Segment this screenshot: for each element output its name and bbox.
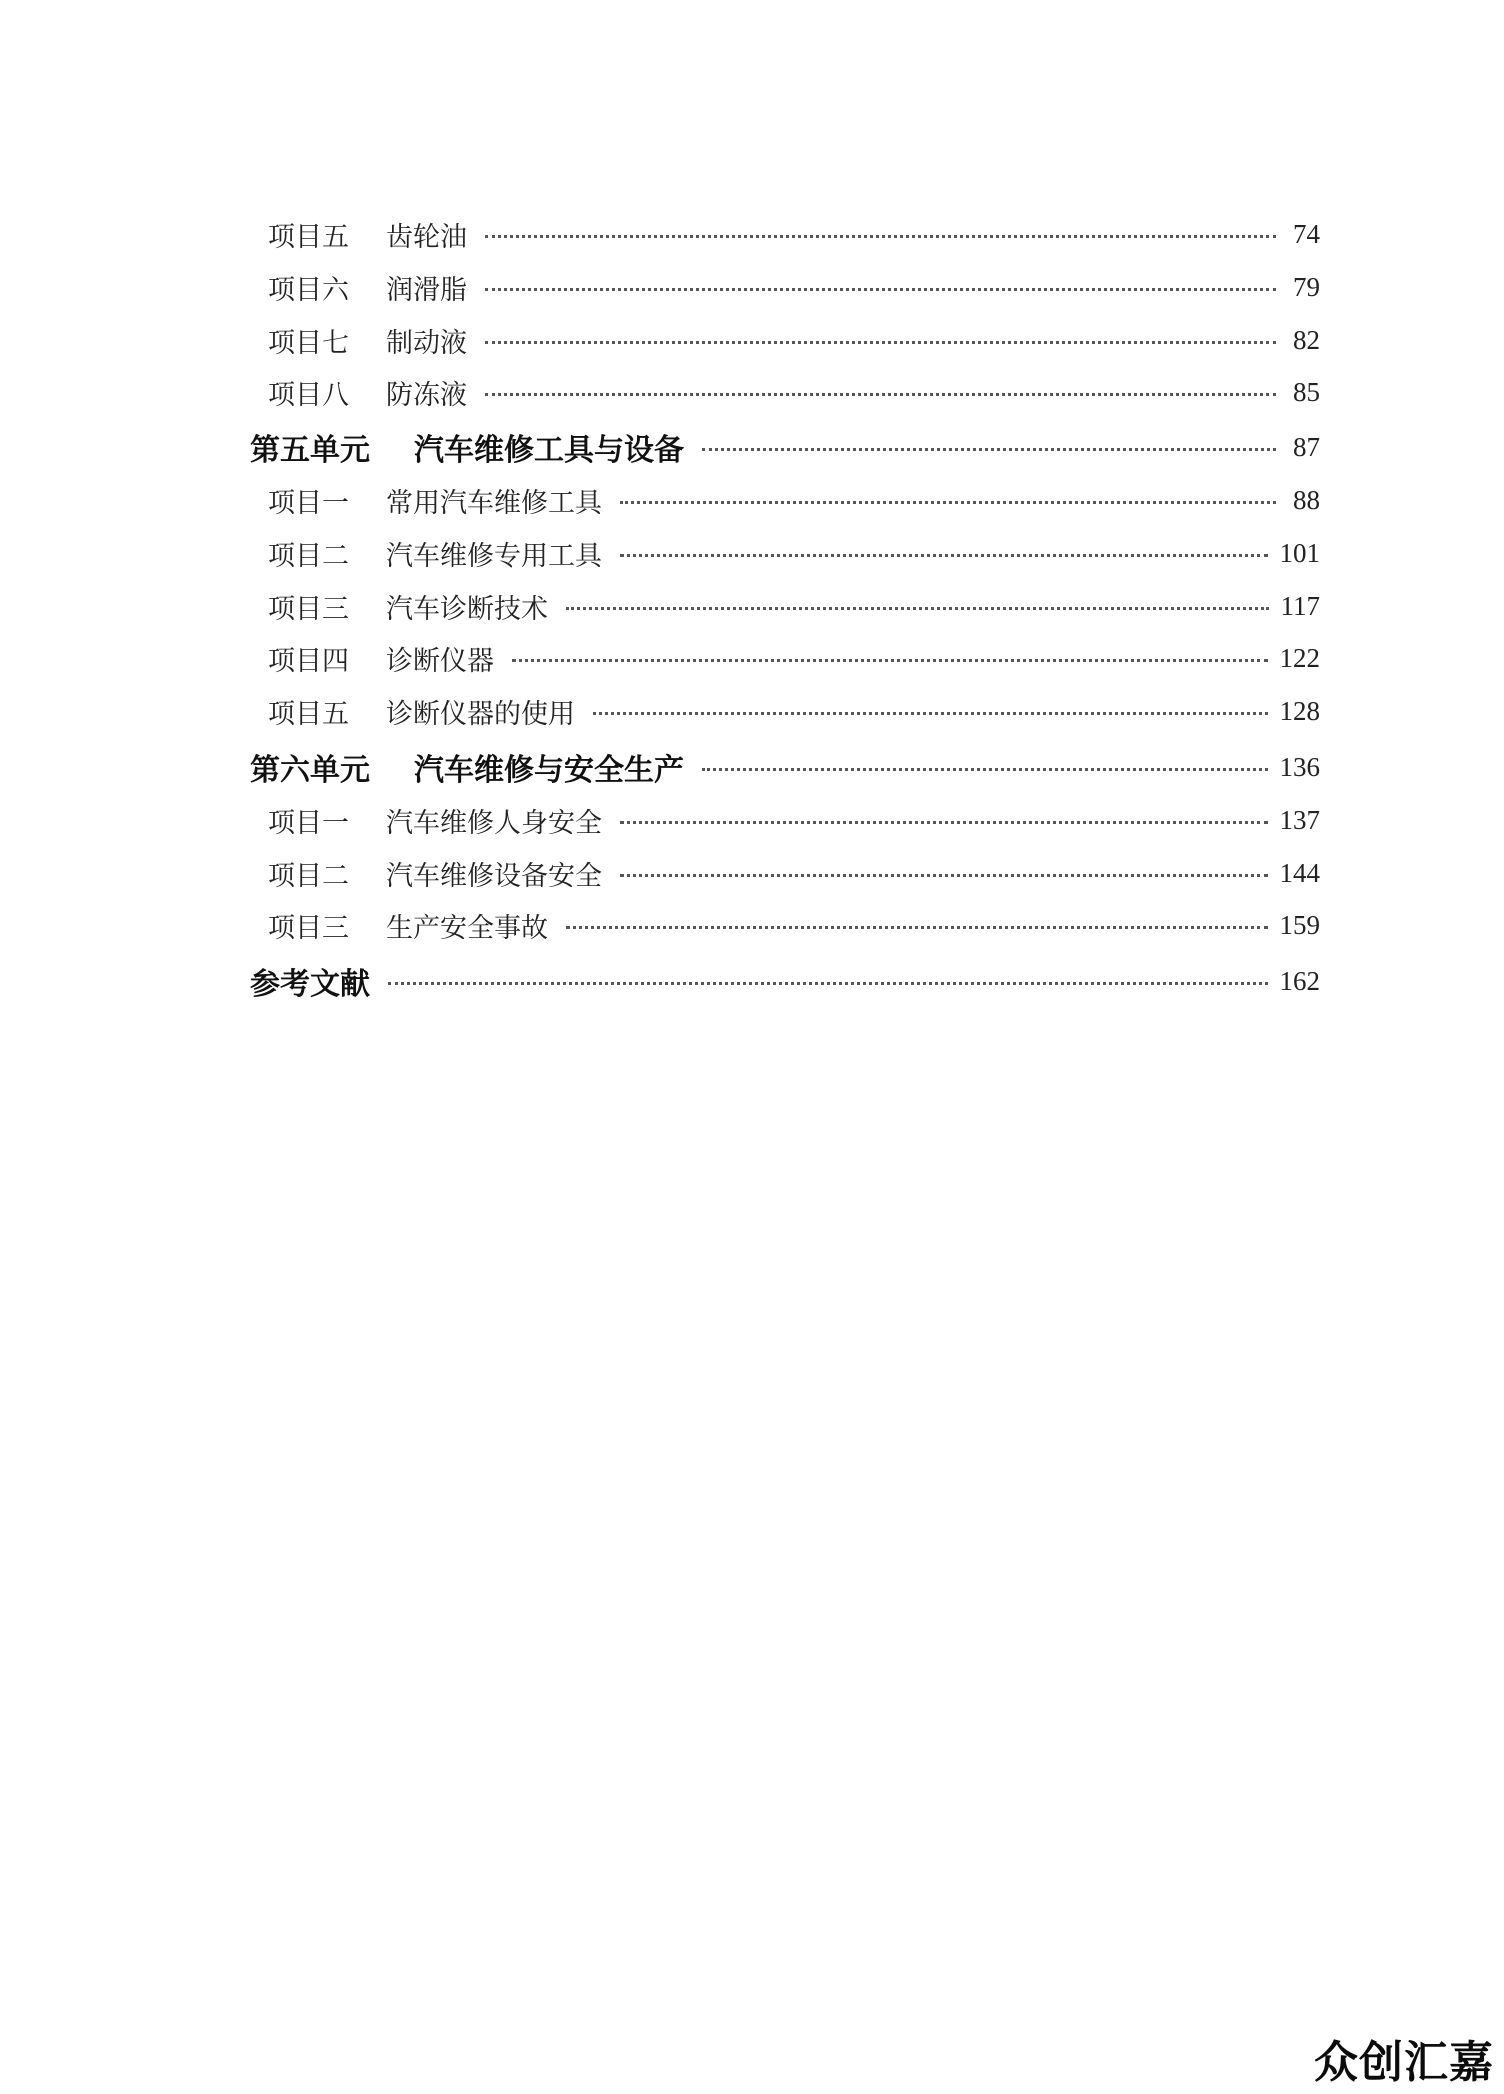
toc-entry[interactable] (268, 691, 1320, 731)
dot-leader (485, 393, 1276, 396)
toc-entry[interactable] (268, 905, 1320, 945)
toc-entry[interactable] (268, 853, 1320, 893)
toc-entry-title: 汽车维修人身安全 (386, 807, 602, 839)
toc-entry-number: 项目七 (268, 327, 349, 359)
toc-entry-page: 101 (1279, 537, 1320, 568)
toc-entry-number: 项目五 (268, 221, 349, 253)
toc-entry-number: 项目八 (268, 379, 349, 411)
toc-unit-title: 汽车维修与安全生产 (414, 753, 684, 788)
toc-entry[interactable] (268, 267, 1320, 307)
dot-leader (620, 554, 1268, 557)
dot-leader (485, 235, 1276, 238)
toc-entry-page: 88 (1293, 484, 1320, 515)
toc-entry-number: 项目三 (268, 593, 349, 625)
toc-entry-title: 诊断仪器的使用 (386, 698, 575, 730)
toc-entry-title: 生产安全事故 (386, 912, 548, 944)
toc-entry-title: 汽车维修专用工具 (386, 540, 602, 572)
toc-entry[interactable] (268, 372, 1320, 412)
toc-unit-number: 第六单元 (250, 753, 370, 788)
toc-entry-title: 汽车维修设备安全 (386, 860, 602, 892)
toc-entry-page: 79 (1293, 271, 1320, 302)
toc-references-entry[interactable] (250, 961, 1320, 1001)
toc-entry[interactable] (268, 214, 1320, 254)
toc-entry-title: 齿轮油 (386, 221, 467, 253)
toc-entry-number: 项目一 (268, 807, 349, 839)
toc-references-page: 162 (1279, 965, 1320, 996)
toc-entry-page: 85 (1293, 376, 1320, 407)
toc-entry-page: 144 (1279, 857, 1320, 888)
toc-entry-page: 74 (1293, 218, 1320, 249)
toc-entry[interactable] (268, 533, 1320, 573)
toc-entry-number: 项目一 (268, 487, 349, 519)
dot-leader (512, 659, 1268, 662)
toc-entry-page: 122 (1279, 642, 1320, 673)
watermark-logo: 众创汇嘉 (1314, 2037, 1494, 2088)
table-of-contents (0, 0, 1504, 1040)
toc-unit-entry[interactable] (250, 747, 1320, 787)
toc-unit-number: 第五单元 (250, 433, 370, 468)
toc-entry[interactable] (268, 638, 1320, 678)
toc-entry[interactable] (268, 320, 1320, 360)
dot-leader (566, 926, 1268, 929)
dot-leader (566, 607, 1269, 610)
toc-entry[interactable] (268, 800, 1320, 840)
toc-unit-title: 汽车维修工具与设备 (414, 433, 684, 468)
toc-unit-entry[interactable] (250, 427, 1320, 467)
toc-entry-title: 润滑脂 (386, 274, 467, 306)
toc-entry-title: 诊断仪器 (386, 645, 494, 677)
dot-leader (620, 874, 1268, 877)
toc-unit-page: 136 (1279, 751, 1320, 782)
toc-entry-title: 制动液 (386, 327, 467, 359)
toc-entry-number: 项目四 (268, 645, 349, 677)
dot-leader (593, 712, 1268, 715)
dot-leader (702, 768, 1268, 771)
dot-leader (702, 448, 1276, 451)
toc-entry-number: 项目五 (268, 698, 349, 730)
toc-entry-title: 防冻液 (386, 379, 467, 411)
dot-leader (485, 341, 1276, 344)
toc-entry-title: 汽车诊断技术 (386, 593, 548, 625)
toc-entry-page: 117 (1280, 590, 1320, 621)
dot-leader (388, 982, 1268, 985)
toc-entry[interactable] (268, 586, 1320, 626)
dot-leader (485, 288, 1276, 291)
toc-entry-number: 项目二 (268, 540, 349, 572)
toc-entry[interactable] (268, 480, 1320, 520)
dot-leader (620, 821, 1268, 824)
toc-entry-page: 82 (1293, 324, 1320, 355)
toc-entry-number: 项目六 (268, 274, 349, 306)
toc-entry-page: 159 (1279, 909, 1320, 940)
toc-entry-page: 137 (1279, 804, 1320, 835)
toc-entry-number: 项目三 (268, 912, 349, 944)
toc-entry-number: 项目二 (268, 860, 349, 892)
toc-entry-title: 常用汽车维修工具 (386, 487, 602, 519)
toc-references-title: 参考文献 (250, 967, 370, 1002)
toc-entry-page: 128 (1279, 695, 1320, 726)
dot-leader (620, 501, 1276, 504)
toc-unit-page: 87 (1293, 431, 1320, 462)
